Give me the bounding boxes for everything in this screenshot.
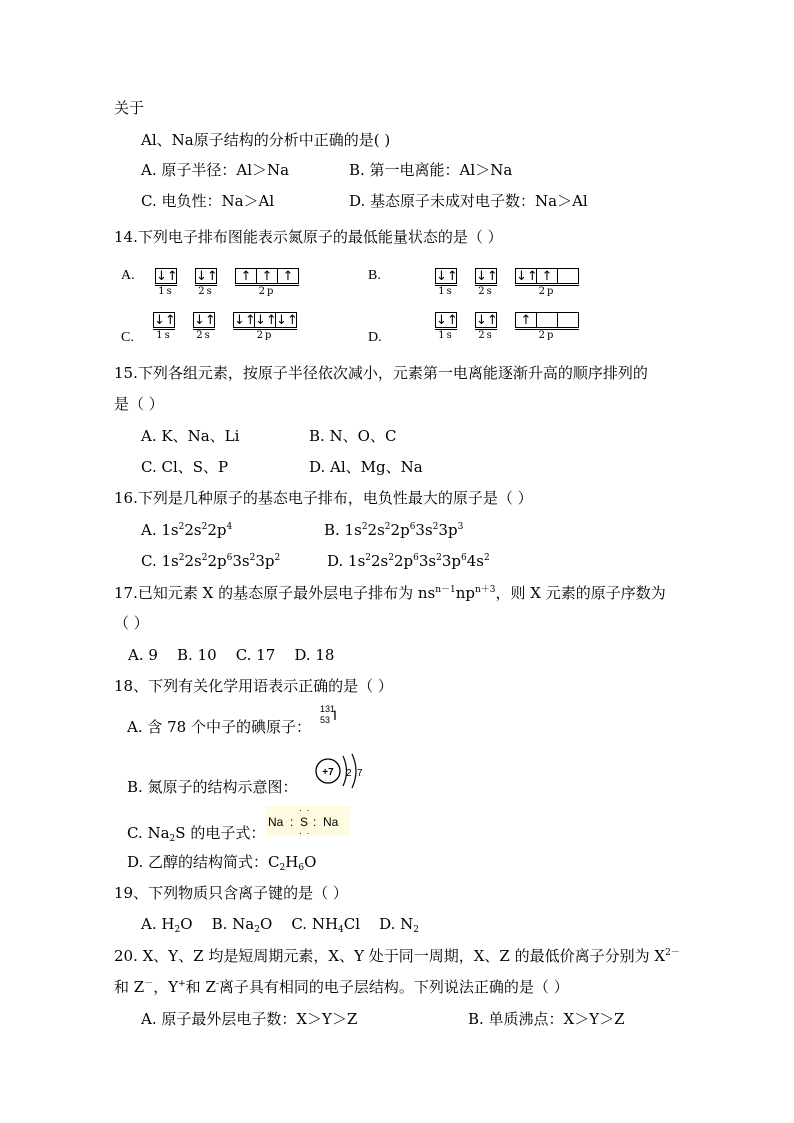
q19-options	[141, 914, 419, 934]
orbital-label: 2p	[233, 329, 297, 342]
q13-intro: 关于	[114, 99, 145, 117]
orbital-label: 2p	[515, 285, 579, 298]
q16-stem: 16.下列是几种原子的基态电子排布，电负性最大的原子是（ ）	[114, 489, 533, 507]
orbital-diagram-b	[435, 268, 597, 298]
q15-stem-line2: 是（ ）	[114, 395, 164, 413]
shell-arc-2	[352, 754, 356, 788]
orbital-box: ↓↑	[436, 269, 458, 284]
q18-option-a: A. 含 78 个中子的碘原子：	[127, 718, 311, 736]
orbital-label: 2s	[195, 285, 217, 298]
q20-option-b: B. 单质沸点：X＞Y＞Z	[468, 1010, 625, 1028]
q13-stem: Al、Na原子结构的分析中正确的是( )	[141, 131, 391, 149]
shell-2-count: 7	[357, 768, 363, 779]
orbital-label: 1s	[155, 285, 177, 298]
q16-option-c: C. $1s^22s^22p^63s^23p^2$	[141, 552, 281, 570]
q20-stem-line1: 20. X、Y、Z 均是短周期元素，X、Y 处于同一周期，X、Z 的最低价离子分别为 $X^{2-}$	[114, 947, 680, 965]
q13-option-a: A. 原子半径：Al＞Na	[141, 161, 290, 179]
orbital-label: 1s	[435, 329, 457, 342]
q17-stem: 17.已知元素 X 的基态原子最外层电子排布为 $ns^{n-1}np^{n+3}$，则 X 元素的原子序数为	[114, 584, 666, 602]
orbital-box: ↑	[235, 268, 257, 284]
nitrogen-structure-diagram	[312, 752, 368, 792]
q15-option-a: A. K、Na、Li	[141, 427, 240, 445]
orbital-box: ↓↑	[234, 313, 256, 328]
q14-stem: 14.下列电子排布图能表示氮原子的最低能量状态的是（ ）	[114, 228, 503, 246]
orbital-box: ↓↑	[156, 269, 178, 284]
orbital-diagram-c	[153, 312, 315, 342]
q13-option-b: B. 第一电离能：Al＞Na	[349, 161, 513, 179]
orbital-label: 2s	[193, 329, 215, 342]
orbital-label: 2p	[235, 285, 299, 298]
q20-option-a: A. 原子最外层电子数：X＞Y＞Z	[141, 1010, 358, 1028]
nucleus-charge: +7	[322, 767, 334, 778]
q18-option-c: C. $Na_2S$ 的电子式：	[127, 824, 266, 844]
q18-option-b: B. 氮原子的结构示意图：	[127, 778, 298, 796]
q13-option-d: D. 基态原子未成对电子数：Na＞Al	[349, 192, 588, 210]
orbital-diagram-a	[155, 268, 317, 298]
q19-stem: 19、下列物质只含离子键的是（ ）	[114, 884, 348, 902]
q18-stem: 18、下列有关化学用语表示正确的是（ ）	[114, 677, 393, 695]
orbital-box: ↑	[277, 268, 299, 284]
q19-option-b: B. $Na_2O$	[211, 915, 273, 935]
q19-option-c: C. $NH_4Cl$	[291, 915, 361, 935]
q19-option-d: D. $N_2$	[379, 915, 420, 935]
orbital-box: ↓↑	[196, 269, 218, 284]
q19-option-a: A. $H_2O$	[141, 915, 193, 935]
orbital-box: ↑	[515, 312, 537, 328]
orbital-box: ↓↑	[154, 313, 176, 328]
orbital-box: ↓↑	[194, 313, 216, 328]
orbital-box: ↑	[536, 268, 558, 284]
q15-option-d: D. Al、Mg、Na	[309, 458, 423, 476]
orbital-box: ↑	[256, 268, 278, 284]
q15-option-b: B. N、O、C	[309, 427, 397, 445]
orbital-box: ↓↑	[276, 313, 298, 328]
q15-stem-line1: 15.下列各组元素，按原子半径依次减小，元素第一电离能逐渐升高的顺序排列的	[114, 364, 648, 382]
orbital-label: 2p	[515, 329, 579, 342]
na2s-electron-formula: · · Na : S : Na · ·	[266, 806, 350, 836]
q13-option-c: C. 电负性：Na＞Al	[141, 192, 275, 210]
q17-stem-line2: （ ）	[114, 614, 149, 632]
orbital-label: 2s	[475, 329, 497, 342]
orbital-label: 2s	[475, 285, 497, 298]
iodine-isotope: 131 53 I	[320, 704, 337, 725]
q16-option-a: A. $1s^22s^22p^4$	[141, 521, 233, 539]
orbital-box: ↓↑	[255, 313, 277, 328]
q17-options: A. 9 B. 10 C. 17 D. 18	[128, 646, 335, 664]
q15-option-c: C. Cl、S、P	[141, 458, 229, 476]
orbital-box: ↓↑	[516, 269, 538, 284]
orbital-diagram-d	[435, 312, 597, 342]
q16-option-d: D. $1s^22s^22p^63s^23p^64s^2$	[327, 552, 490, 570]
q14-letter-c: C.	[121, 330, 134, 345]
q14-letter-a: A.	[121, 268, 135, 283]
orbital-box: ↓↑	[436, 313, 458, 328]
orbital-label: 1s	[435, 285, 457, 298]
orbital-label: 1s	[153, 329, 175, 342]
q14-letter-b: B.	[368, 268, 381, 283]
q16-option-b: B. $1s^22s^22p^63s^23p^3$	[324, 521, 464, 539]
q18-option-d: D. 乙醇的结构简式：$C_2H_6O$	[127, 853, 317, 873]
orbital-box: ↓↑	[476, 313, 498, 328]
orbital-box	[557, 268, 579, 284]
orbital-box: ↓↑	[476, 269, 498, 284]
q14-letter-d: D.	[368, 330, 382, 345]
shell-1-count: 2	[346, 768, 352, 779]
q20-stem-line2: 和 Z－，Y+和 Z-离子具有相同的电子层结构。下列说法正确的是（ ）	[114, 978, 569, 996]
orbital-box	[557, 312, 579, 328]
orbital-box	[536, 312, 558, 328]
